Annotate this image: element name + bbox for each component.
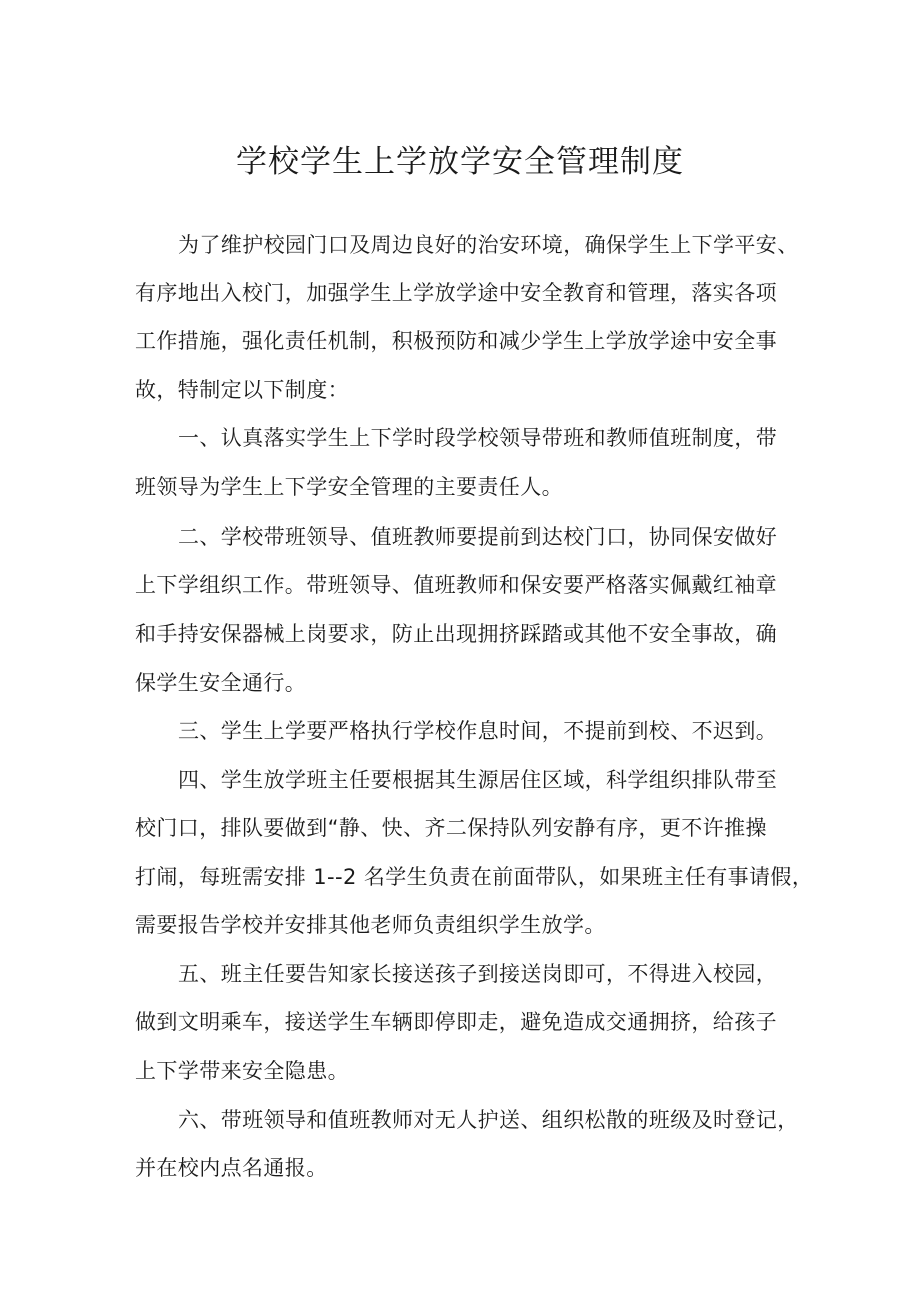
rule-2-line-4: 保学生安全通行。: [135, 671, 307, 695]
intro-line-3: 工作措施，强化责任机制，积极预防和减少学生上学放学途中安全事: [135, 329, 777, 353]
rule-2-line-2: 上下学组织工作。带班领导、值班教师和保安要严格落实佩戴红袖章: [135, 573, 777, 597]
rule-6-line-1: 六、带班领导和值班教师对无人护送、组织松散的班级及时登记，: [178, 1108, 799, 1132]
rule-4-line-2: 校门口，排队要做到“静、快、齐二保持队列安静有序，更不许推操: [135, 816, 767, 840]
rule-4-line-3: 打闹，每班需安排 1--2 名学生负责在前面带队，如果班主任有事请假，: [135, 865, 814, 889]
rule-5-line-3: 上下学带来安全隐患。: [135, 1059, 349, 1083]
rule-5-line-2: 做到文明乘车，接送学生车辆即停即走，避免造成交通拥挤，给孩子: [135, 1010, 777, 1034]
rule-2-line-1: 二、学校带班领导、值班教师要提前到达校门口，协同保安做好: [178, 525, 778, 549]
document-title: 学校学生上学放学安全管理制度: [236, 144, 684, 180]
rule-4-line-4: 需要报告学校并安排其他老师负责组织学生放学。: [135, 913, 606, 937]
rule-5-line-1: 五、班主任要告知家长接送孩子到接送岗即可，不得进入校园，: [178, 962, 778, 986]
rule-1-line-2: 班领导为学生上下学安全管理的主要责任人。: [135, 475, 563, 499]
rule-4-line-1: 四、学生放学班主任要根据其生源居住区域，科学组织排队带至: [178, 768, 778, 792]
rule-1-line-1: 一、认真落实学生上下学时段学校领导带班和教师值班制度，带: [178, 426, 778, 450]
rule-2-line-3: 和手持安保器械上岗要求，防止出现拥挤踩踏或其他不安全事故，确: [135, 622, 777, 646]
intro-line-4: 故，特制定以下制度：: [135, 378, 349, 402]
intro-line-2: 有序地出入校门，加强学生上学放学途中安全教育和管理，落实各项: [135, 281, 777, 305]
rule-6-line-2: 并在校内点名通报。: [135, 1156, 328, 1180]
intro-line-1: 为了维护校园门口及周边良好的治安环境，确保学生上下学平安、: [178, 233, 799, 257]
rule-3-line-1: 三、学生上学要严格执行学校作息时间，不提前到校、不迟到。: [178, 719, 778, 743]
